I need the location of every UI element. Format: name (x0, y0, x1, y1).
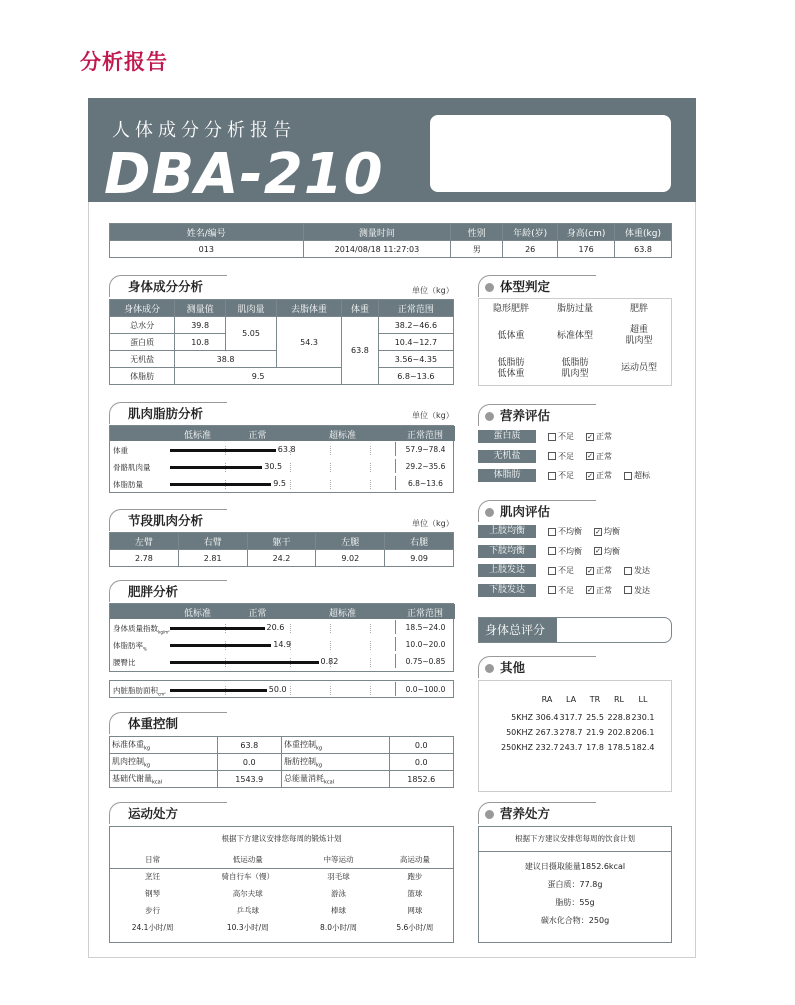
checkbox-label: 不足 (558, 432, 574, 442)
body-comp-table (109, 299, 454, 385)
eval-row (478, 427, 672, 447)
body-type-cell: 脂肪过量 (556, 304, 593, 315)
chart-row (110, 620, 455, 636)
wc-value: 0.0 (217, 754, 281, 771)
chart-row (110, 682, 455, 698)
impedance-value: 21.9 (586, 728, 604, 737)
range-label: 29.2~35.6 (395, 459, 455, 473)
body-type-cell: 低脂肪 低体重 (497, 357, 525, 379)
row-name: 体重 (113, 446, 128, 455)
eval-label: 上肢发达 (478, 564, 536, 577)
checkbox-icon (548, 586, 556, 594)
grid-line (330, 463, 331, 472)
checkbox-label: 超标 (634, 471, 650, 481)
checkbox-label: 发达 (634, 585, 650, 595)
info-cell: 63.8 (615, 241, 672, 258)
chart-row (110, 637, 455, 653)
impedance-value: 243.7 (559, 743, 583, 752)
impedance-col: LL (638, 695, 648, 704)
checkbox-icon: ✓ (587, 432, 593, 441)
muscle-fat-chart (109, 425, 454, 493)
wc-label: 基础代谢量$_{kcal}$ (110, 771, 218, 788)
ex-cell: 骑自行车（慢） (221, 872, 275, 882)
col-header: 测量值 (175, 300, 226, 317)
info-header: 体重(kg) (615, 224, 672, 241)
eval-row (478, 542, 672, 562)
chart-col-header: 超标准 (328, 609, 356, 619)
row-range: 10.4~12.7 (378, 334, 453, 351)
col-header: 去脂体重 (276, 300, 341, 317)
checkbox-icon (548, 433, 556, 441)
ex-cell: 高尔夫球 (232, 889, 263, 898)
exercise-table (110, 851, 453, 936)
value-bar (170, 627, 265, 630)
row-range: 38.2~46.6 (378, 317, 453, 334)
chart-row (110, 442, 455, 458)
ex-cell: 游泳 (331, 889, 347, 898)
checkbox-label: 不均衡 (558, 527, 582, 537)
unit-label: 单位（kg） (412, 411, 454, 420)
device-model: DBA-210 (104, 142, 384, 207)
checkbox-label: 正常 (596, 585, 612, 595)
impedance-value: 232.7 (535, 743, 559, 752)
impedance-value: 25.5 (586, 713, 604, 722)
grid-line (370, 624, 371, 633)
row-unit: kg/m² (158, 629, 170, 635)
col-header: 躯干 (247, 533, 316, 550)
section-title: 肥胖分析 (109, 580, 227, 602)
total-score-box (478, 617, 672, 643)
section-title: 体型判定 (478, 275, 596, 297)
grid-line (290, 480, 291, 489)
checkbox-icon (548, 567, 556, 575)
segment-table (109, 532, 454, 567)
nutrition-rx-box (478, 826, 672, 943)
nutrition-line: 脂肪：55g (555, 898, 595, 907)
checkbox-icon: ✓ (587, 452, 593, 461)
total-score-label: 身体总评分 (479, 618, 557, 642)
checkbox-icon: ✓ (595, 547, 601, 556)
chart-row (110, 476, 455, 492)
exercise-box (109, 826, 454, 943)
ex-cell: 网球 (407, 906, 423, 915)
row-name: 体脂肪 (110, 368, 175, 385)
col-header: 体重 (342, 300, 379, 317)
value-bar (170, 449, 276, 452)
grid-line (290, 463, 291, 472)
value-bar (170, 689, 267, 692)
info-cell: 176 (558, 241, 615, 258)
grid-line (370, 641, 371, 650)
unit-label: 单位（kg） (412, 519, 454, 528)
grid-line (370, 658, 371, 667)
impedance-value: 228.8 (607, 713, 631, 722)
eval-label: 体脂肪 (478, 469, 536, 482)
impedance-value: 202.8 (607, 728, 631, 737)
checkbox-icon (624, 472, 632, 480)
segment-value: 2.81 (178, 550, 247, 567)
impedance-value: 278.7 (559, 728, 583, 737)
row-name: 无机盐 (110, 351, 175, 368)
wc-label: 体重控制$_{kg}$ (281, 737, 389, 754)
checkbox-icon: ✓ (587, 586, 593, 595)
range-label: 0.75~0.85 (395, 654, 455, 668)
wc-value: 63.8 (217, 737, 281, 754)
body-type-cell: 低脂肪 肌肉型 (561, 357, 589, 379)
nutrition-intro: 根据下方建议安排您每周的饮食计划 (479, 833, 671, 852)
impedance-col: TR (589, 695, 601, 704)
info-cell: 2014/08/18 11:27:03 (303, 241, 451, 258)
info-cell: 男 (451, 241, 503, 258)
chart-col-header: 低标准 (183, 431, 211, 441)
value-bar (170, 644, 271, 647)
checkbox-icon (548, 547, 556, 555)
value-bar (170, 466, 262, 469)
ex-cell: 步行 (145, 906, 161, 915)
info-header: 身高(cm) (558, 224, 615, 241)
grid-line (330, 641, 331, 650)
row-range: 6.8~13.6 (378, 368, 453, 385)
checkbox-icon: ✓ (587, 471, 593, 480)
grid-line (330, 624, 331, 633)
impedance-value: 182.4 (631, 743, 655, 752)
grid-line (370, 480, 371, 489)
eval-label: 上肢均衡 (478, 525, 536, 538)
col-header: 肌肉量 (226, 300, 277, 317)
checkbox-label: 正常 (596, 451, 612, 461)
col-header: 右臂 (178, 533, 247, 550)
impedance-value: 306.4 (535, 713, 559, 722)
ex-header: 高运动量 (377, 851, 453, 868)
visceral-fat-row (109, 680, 454, 698)
bullet-icon (485, 508, 494, 517)
row-name: 腰臀比 (113, 658, 136, 667)
info-cell: 26 (503, 241, 558, 258)
chart-header (110, 604, 455, 619)
bullet-icon (485, 283, 494, 292)
segment-value: 9.02 (316, 550, 385, 567)
col-header: 正常范围 (378, 300, 453, 317)
col-header: 左腿 (316, 533, 385, 550)
grid-line (370, 686, 371, 695)
nutrition-line: 建议日摄取能量1852.6kcal (524, 862, 626, 871)
row-value: 9.5 (175, 368, 342, 385)
chart-col-header: 低标准 (183, 609, 211, 619)
section-title: 肌肉评估 (478, 500, 596, 522)
value-label: 14.9 (273, 640, 292, 649)
wc-value: 0.0 (389, 737, 453, 754)
section-title: 其他 (478, 656, 596, 678)
value-label: 63.8 (277, 445, 296, 454)
segment-value: 9.09 (385, 550, 454, 567)
ex-cell: 乒乓球 (236, 906, 260, 915)
grid-line (290, 624, 291, 633)
grid-line (370, 463, 371, 472)
ex-cell: 钢琴 (145, 889, 161, 898)
impedance-value: 178.5 (607, 743, 631, 752)
weight-value: 63.8 (342, 317, 379, 385)
checkbox-label: 不足 (558, 585, 574, 595)
section-title: 节段肌肉分析 (109, 509, 227, 531)
wc-value: 0.0 (389, 754, 453, 771)
eval-label: 无机盐 (478, 450, 536, 463)
grid-line (330, 480, 331, 489)
chart-header (110, 426, 455, 441)
body-type-cell: 肥胖 (629, 304, 648, 315)
value-label: 0.82 (320, 657, 339, 666)
info-cell: 013 (110, 241, 304, 258)
chart-col-header: 正常 (248, 609, 267, 619)
range-label: 10.0~20.0 (395, 637, 455, 651)
body-type-grid (478, 298, 672, 386)
eval-row (478, 466, 672, 486)
ex-cell: 篮球 (407, 889, 423, 898)
info-header: 性别 (451, 224, 503, 241)
checkbox-label: 不足 (558, 451, 574, 461)
section-title: 身体成分分析 (109, 275, 227, 297)
impedance-value: 267.3 (535, 728, 559, 737)
row-name: 内脏脂肪面积$_{cm^2}$ (113, 686, 166, 697)
muscle-value: 5.05 (226, 317, 277, 351)
ex-header: 日常 (110, 851, 195, 868)
ex-cell: 10.3小时/周 (226, 923, 269, 932)
row-unit: % (143, 646, 147, 652)
range-label: 18.5~24.0 (395, 620, 455, 634)
impedance-col: RL (613, 695, 624, 704)
nutrition-line: 碳水化合物：250g (540, 916, 610, 925)
section-title: 体重控制 (109, 712, 227, 734)
bullet-icon (485, 810, 494, 819)
unit-label: 单位（kg） (412, 286, 454, 295)
wc-label: 总能量消耗$_{kcal}$ (281, 771, 389, 788)
checkbox-icon: ✓ (587, 566, 593, 575)
row-value: 38.8 (175, 351, 277, 368)
info-header: 姓名/编号 (110, 224, 304, 241)
ex-header: 低运动量 (195, 851, 300, 868)
exercise-intro: 根据下方建议安排您每周的锻炼计划 (221, 834, 342, 843)
row-name: 骨骼肌肉量 (113, 463, 151, 472)
impedance-value: 206.1 (631, 728, 655, 737)
checkbox-icon (624, 567, 632, 575)
impedance-table (478, 680, 672, 792)
eval-row (478, 561, 672, 581)
bullet-icon (485, 664, 494, 673)
nutrition-line: 蛋白质：77.8g (547, 880, 603, 889)
value-bar (170, 483, 271, 486)
nutrition-eval-rows (478, 427, 672, 486)
impedance-freq: 250KHZ (500, 743, 533, 752)
info-header: 年龄(岁) (503, 224, 558, 241)
row-value: 39.8 (175, 317, 226, 334)
row-name: 体脂肪量 (113, 480, 143, 489)
impedance-value: 230.1 (631, 713, 655, 722)
impedance-freq: 50KHZ (506, 728, 533, 737)
eval-label: 下肢发达 (478, 584, 536, 597)
impedance-freq: 5KHZ (511, 713, 533, 722)
range-label: 57.9~78.4 (395, 442, 455, 456)
ex-cell: 5.6小时/周 (396, 923, 434, 932)
value-label: 20.6 (266, 623, 285, 632)
checkbox-label: 不足 (558, 471, 574, 481)
ex-cell: 跑步 (407, 872, 423, 882)
col-header: 左臂 (110, 533, 179, 550)
checkbox-label: 发达 (634, 566, 650, 576)
page-title: 分析报告 (80, 50, 168, 74)
row-name: 身体质量指数$_{kg/m^2}$ (113, 624, 170, 635)
chart-col-header: 超标准 (328, 431, 356, 441)
ex-header: 中等运动 (300, 851, 376, 868)
row-name: 总水分 (110, 317, 175, 334)
eval-label: 蛋白质 (478, 430, 536, 443)
row-value: 10.8 (175, 334, 226, 351)
chart-col-header: 正常 (248, 431, 267, 441)
checkbox-label: 正常 (596, 432, 612, 442)
checkbox-label: 正常 (596, 566, 612, 576)
segment-value: 24.2 (247, 550, 316, 567)
checkbox-icon (548, 528, 556, 536)
impedance-value: 317.7 (559, 713, 583, 722)
checkbox-label: 正常 (596, 471, 612, 481)
ex-cell: 棒球 (331, 906, 347, 915)
eval-row (478, 581, 672, 601)
body-type-cell: 标准体型 (556, 330, 593, 341)
value-label: 30.5 (264, 462, 283, 471)
info-header: 测量时间 (303, 224, 451, 241)
checkbox-icon: ✓ (595, 527, 601, 536)
section-title: 营养评估 (478, 404, 596, 426)
value-label: 9.5 (273, 479, 286, 488)
impedance-col: RA (541, 695, 553, 704)
weight-control-table (109, 736, 454, 788)
bullet-icon (485, 412, 494, 421)
impedance-col: LA (565, 695, 577, 704)
body-type-cell: 低体重 (497, 330, 525, 341)
segment-value: 2.78 (110, 550, 179, 567)
section-title: 运动处方 (109, 802, 227, 824)
checkbox-label: 不均衡 (558, 546, 582, 556)
impedance-value: 17.8 (586, 743, 604, 752)
col-header: 身体成分 (110, 300, 175, 317)
chart-col-header: 正常范围 (406, 431, 443, 441)
body-type-cell: 隐形肥胖 (492, 304, 529, 315)
info-table (109, 223, 672, 258)
checkbox-label: 均衡 (604, 527, 620, 537)
grid-line (330, 686, 331, 695)
section-title: 营养处方 (478, 802, 596, 824)
ex-cell: 羽毛球 (327, 872, 350, 882)
value-label: 50.0 (268, 685, 287, 694)
row-unit: cm² (158, 691, 166, 697)
chart-col-header: 正常范围 (406, 609, 443, 619)
checkbox-icon (624, 586, 632, 594)
ex-cell: 8.0小时/周 (320, 923, 358, 932)
col-header: 右腿 (385, 533, 454, 550)
chart-row (110, 654, 455, 670)
section-title: 肌肉脂肪分析 (109, 402, 227, 424)
row-name: 体脂肪率$_{\%}$ (113, 641, 147, 652)
body-type-cell: 运动员型 (620, 363, 657, 374)
wc-value: 1543.9 (217, 771, 281, 788)
wc-value: 1852.6 (389, 771, 453, 788)
row-name: 蛋白质 (110, 334, 175, 351)
ex-cell: 烹饪 (145, 872, 161, 882)
grid-line (370, 446, 371, 455)
checkbox-icon (548, 472, 556, 480)
grid-line (330, 446, 331, 455)
body-type-cell: 超重 肌肉型 (625, 325, 653, 347)
grid-line (290, 686, 291, 695)
report-subtitle: 人体成分分析报告 (112, 120, 296, 141)
checkbox-label: 均衡 (604, 546, 620, 556)
obesity-chart (109, 603, 454, 672)
row-range: 3.56~4.35 (378, 351, 453, 368)
checkbox-icon (548, 452, 556, 460)
wc-label: 肌肉控制$_{kg}$ (110, 754, 218, 771)
eval-row (478, 447, 672, 467)
muscle-eval-rows (478, 522, 672, 600)
value-bar (170, 661, 319, 664)
range-label: 6.8~13.6 (395, 476, 455, 490)
eval-label: 下肢均衡 (478, 545, 536, 558)
wc-label: 标准体重$_{kg}$ (110, 737, 218, 754)
banner-blank-box (430, 115, 671, 192)
eval-row (478, 522, 672, 542)
checkbox-label: 不足 (558, 566, 574, 576)
lean-value: 54.3 (276, 317, 341, 368)
range-label: 0.0~100.0 (395, 682, 455, 696)
ex-cell: 24.1小时/周 (131, 923, 174, 932)
chart-row (110, 459, 455, 475)
wc-label: 脂肪控制$_{kg}$ (281, 754, 389, 771)
